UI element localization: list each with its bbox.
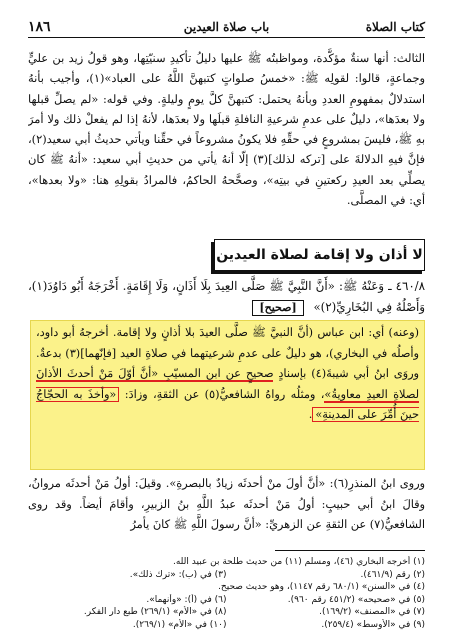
footnote: (٦) في (أ): «وأنهما». [146,594,227,605]
section-heading: لا أذان ولا إقامة لصلاة العيدين [214,239,425,271]
hadith-number: ٤٦٠/٨ [395,279,425,293]
footnote: (٩) في «الأوسط» (٢٥٩/٤). [321,619,425,630]
highlight-mid: ، ومثلُه رواهُ الشافعيُّ(٥) عن الثقةِ، وزادَ: [124,387,325,401]
after-paragraph: وروى ابنُ المنذرِ(٦): «أنَّ أولَ منْ أحدثَه زيادٌ بالبصرةِ». وقيلَ: أولُ مَنْ أحدثَه مروانُ، وقالَ ابنُ أبي حبيبٍ: أولُ مَنْ أحدثَه عبدُ اللَّهِ بنُ الزبيرِ، وأقامَ أيضاً. وقد روى الشافعيُّ(٧) عن الثقةِ عن الزهريِّ: «أنَّ رسولَ اللَّهِ ﷺ كانَ يأمرُ [28,477,425,531]
book-title: كتاب الصلاة [365,20,425,34]
underlined-phrase: صحيحٍ عن ابن المسيّبِ «أنَّ أوّلَ مَنْ أحدثَ الأذانَ لصلاةِ العيدِ معاويةُ» [36,367,420,401]
header-rule [28,37,425,38]
footnote: (٥) في «صحيحه» (٤٥١/٢ رقم ٩٦٠). [287,594,425,605]
footnote: (٢) رقم (٤٦١/٩). [360,569,425,580]
boxed-phrase: «وأخذَ به الحجّاجُ حينَ أُمِّرَ على المدينةِ» [36,387,419,422]
footnote: (٣) في (ب): «ترك ذلك». [129,569,227,580]
footnote: (٨) في «الأم» (٢٦٩/١) طبع دار الفكر. [83,607,227,618]
footnote-rule [275,550,425,551]
page-number: ١٨٦ [28,19,51,35]
highlight-intro: (وعنه) أي: ابن عباس (أنَّ النبيَّ ﷺ صلَّى العيدَ بلا أذانٍ ولا إقامة. أخرجهُ أبو داود، وأصلُه في البخاري)، هو دليلٌ على عدمِ شرعيتهما في صلاةِ العيد [فإنّهما](٣) بدعةٌ. وروَى ابنُ أبي شيبةَ(٤) بإسنادٍ [36,326,420,381]
highlighted-commentary [36,323,419,426]
chapter-title: باب صلاة العيدين [183,20,270,34]
footnotes [28,556,425,632]
hadith-text: ـ وَعَنْهُ ﷺ: «أَنَّ النَّبِيَّ ﷺ صَلَّى العِيدَ بِلَا أَذَانٍ، وَلَا إِقَامَةٍ. أَخْرَجَهُ أَبُو دَاوُدَ(١)، وَأَصْلُهُ فِي البُخَارِيِّ(٢)» [28,279,425,314]
hadith-grade-badge: [صحيح] [252,300,303,316]
footnote: (١) أخرجه البخاري (٤٦)، ومسلم (١١) من حديث طلحة بن عبيد الله. [172,557,425,567]
running-header [28,18,425,36]
footnote: (٧) في «المصنف» (١٦٩/٢). [319,607,425,618]
hadith-block [28,276,425,318]
footnote: (٤) في «السنن» (٦٨٠/١ رقم ١١٤٧)، وهو حديث صحيح. [218,582,425,593]
footnote: (١٠) في «الأم» (٢٦٩/١). [132,619,227,630]
highlight-tail: . [308,408,313,422]
commentary-paragraph: الثالث: أنها سنةٌ مؤكَّدة، ومواظبتُه ﷺ عليها دليلُ تأكيدِ سنيّتِها، وهو قولُ زيد بن عليٍّ وجماعةٍ، قالوا: لقولِه ﷺ: «خمسُ صلواتٍ كتبهنَّ اللَّهُ على العباد»(١)، وأجيب بأنهُ استدلالٌ بمفهومِ العددِ وبأنهُ يحتمل: كتبهنَّ كلَّ يومٍ وليلةٍ. وفي قوله: «لم يصلِّ قبلها ولا بعدَها»، دليلٌ على عدمِ شرعيةِ النافلةِ قبلَها ولا بعدَها، لأنهُ إذا لم يفعلْ ذلك ولا أمرَ بهِ ﷺ، فليسَ بمشروعٍ في حقِّهِ فلا يكونُ مشروعاً في حقِّنا ويأتي حديثُ أبي سعيد(٢)، فإنَّ فيهِ الدلالةَ على [تركه لذلك](٣) إلّا أنهُ يأتي من حديثِ أبي سعيد: «أنهُ ﷺ كان يصلِّي بعد العيدِ ركعتينِ في بيتِه»، وصحَّحهُ الحاكمُ، فالمرادُ بقولِهِ هنا: «ولا بعدها»، أي: في المصلَّى. [28,51,425,208]
